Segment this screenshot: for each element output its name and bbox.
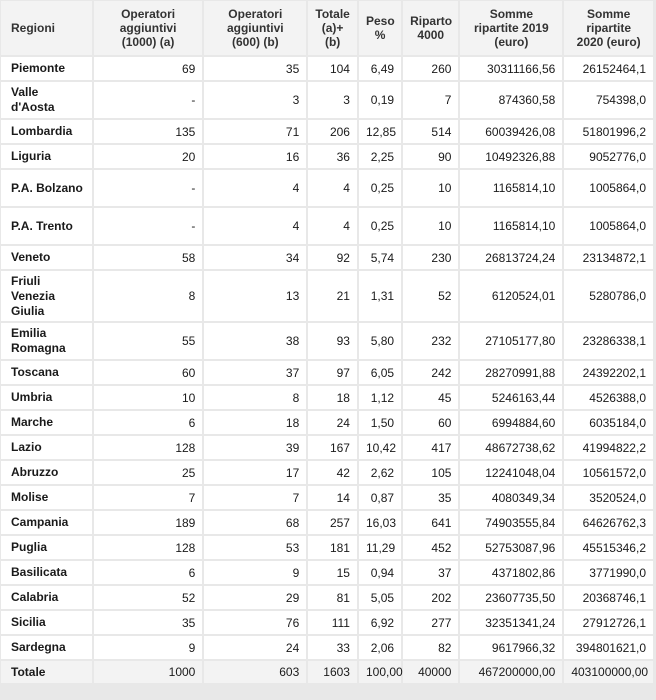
- totale-cell: 167: [308, 436, 357, 459]
- somme-2020-cell: 10561572,0: [564, 461, 653, 484]
- total-operatori-1000-cell: 1000: [94, 661, 203, 683]
- table-row: [1, 636, 653, 659]
- header-totale: Totale (a)+(b): [308, 1, 357, 55]
- header-riparto: Riparto 4000: [403, 1, 458, 55]
- somme-2020-cell: 1005864,0: [564, 170, 653, 206]
- header-peso: Peso %: [359, 1, 401, 55]
- somme-2020-cell: 45515346,2: [564, 536, 653, 559]
- operatori-600-cell: 34: [204, 246, 306, 269]
- total-riparto-cell: 40000: [403, 661, 458, 683]
- table-row: [1, 411, 653, 434]
- somme-2020-cell: 64626762,3: [564, 511, 653, 534]
- peso-cell: 10,42: [359, 436, 401, 459]
- total-totale-cell: 1603: [308, 661, 357, 683]
- table-row: [1, 586, 653, 609]
- peso-cell: 11,29: [359, 536, 401, 559]
- riparto-cell: 10: [403, 170, 458, 206]
- operatori-600-cell: 7: [204, 486, 306, 509]
- header-regioni: Regioni: [1, 1, 92, 55]
- somme-2019-cell: 60039426,08: [460, 120, 562, 143]
- peso-cell: 6,49: [359, 57, 401, 80]
- operatori-1000-cell: -: [94, 170, 203, 206]
- operatori-1000-cell: -: [94, 82, 203, 118]
- riparto-cell: 202: [403, 586, 458, 609]
- operatori-600-cell: 53: [204, 536, 306, 559]
- peso-cell: 12,85: [359, 120, 401, 143]
- total-somme-2019-cell: 467200000,00: [460, 661, 562, 683]
- operatori-600-cell: 18: [204, 411, 306, 434]
- table-row: [1, 323, 653, 359]
- somme-2020-cell: 6035184,0: [564, 411, 653, 434]
- peso-cell: 1,31: [359, 271, 401, 321]
- peso-cell: 5,05: [359, 586, 401, 609]
- riparto-cell: 260: [403, 57, 458, 80]
- totale-cell: 181: [308, 536, 357, 559]
- riparto-cell: 641: [403, 511, 458, 534]
- operatori-1000-cell: 6: [94, 561, 203, 584]
- operatori-600-cell: 24: [204, 636, 306, 659]
- totale-cell: 206: [308, 120, 357, 143]
- totale-cell: 4: [308, 208, 357, 244]
- operatori-600-cell: 37: [204, 361, 306, 384]
- operatori-600-cell: 39: [204, 436, 306, 459]
- somme-2020-cell: 26152464,1: [564, 57, 653, 80]
- totale-cell: 14: [308, 486, 357, 509]
- totale-cell: 93: [308, 323, 357, 359]
- region-cell: Lazio: [1, 436, 92, 459]
- header-operatori-1000: Operatori aggiuntivi (1000) (a): [94, 1, 203, 55]
- table-row: [1, 561, 653, 584]
- somme-2020-cell: 20368746,1: [564, 586, 653, 609]
- somme-2019-cell: 23607735,50: [460, 586, 562, 609]
- totale-cell: 81: [308, 586, 357, 609]
- table-row: [1, 271, 653, 321]
- table-header-row: [1, 1, 653, 55]
- totale-cell: 42: [308, 461, 357, 484]
- peso-cell: 6,05: [359, 361, 401, 384]
- riparto-cell: 514: [403, 120, 458, 143]
- operatori-1000-cell: 128: [94, 536, 203, 559]
- table-row: [1, 386, 653, 409]
- peso-cell: 0,19: [359, 82, 401, 118]
- total-region-cell: Totale: [1, 661, 92, 683]
- table-row: [1, 82, 653, 118]
- table-row: [1, 436, 653, 459]
- somme-2020-cell: 3771990,0: [564, 561, 653, 584]
- operatori-600-cell: 17: [204, 461, 306, 484]
- region-cell: Toscana: [1, 361, 92, 384]
- totale-cell: 36: [308, 145, 357, 168]
- operatori-1000-cell: 128: [94, 436, 203, 459]
- region-cell: Lombardia: [1, 120, 92, 143]
- table-row: [1, 611, 653, 634]
- operatori-600-cell: 29: [204, 586, 306, 609]
- operatori-1000-cell: 8: [94, 271, 203, 321]
- table-row: [1, 246, 653, 269]
- peso-cell: 5,80: [359, 323, 401, 359]
- region-cell: Piemonte: [1, 57, 92, 80]
- operatori-600-cell: 35: [204, 57, 306, 80]
- region-cell: P.A. Bolzano: [1, 170, 92, 206]
- riparto-cell: 232: [403, 323, 458, 359]
- somme-2019-cell: 4371802,86: [460, 561, 562, 584]
- operatori-1000-cell: 60: [94, 361, 203, 384]
- peso-cell: 0,25: [359, 208, 401, 244]
- somme-2019-cell: 30311166,56: [460, 57, 562, 80]
- operatori-1000-cell: 20: [94, 145, 203, 168]
- somme-2019-cell: 10492326,88: [460, 145, 562, 168]
- peso-cell: 0,25: [359, 170, 401, 206]
- totale-cell: 15: [308, 561, 357, 584]
- somme-2020-cell: 1005864,0: [564, 208, 653, 244]
- somme-2020-cell: 24392202,1: [564, 361, 653, 384]
- region-cell: Basilicata: [1, 561, 92, 584]
- operatori-1000-cell: -: [94, 208, 203, 244]
- region-cell: Umbria: [1, 386, 92, 409]
- header-somme-2020: Somme ripartite 2020 (euro): [564, 1, 653, 55]
- table-row: [1, 57, 653, 80]
- operatori-600-cell: 9: [204, 561, 306, 584]
- operatori-600-cell: 8: [204, 386, 306, 409]
- somme-2020-cell: 27912726,1: [564, 611, 653, 634]
- somme-2020-cell: 51801996,2: [564, 120, 653, 143]
- total-row: [1, 661, 653, 683]
- peso-cell: 6,92: [359, 611, 401, 634]
- operatori-1000-cell: 55: [94, 323, 203, 359]
- somme-2020-cell: 5280786,0: [564, 271, 653, 321]
- table-row: [1, 170, 653, 206]
- totale-cell: 4: [308, 170, 357, 206]
- riparto-cell: 105: [403, 461, 458, 484]
- table-row: [1, 208, 653, 244]
- table-row: [1, 511, 653, 534]
- riparto-cell: 37: [403, 561, 458, 584]
- header-somme-2019: Somme ripartite 2019 (euro): [460, 1, 562, 55]
- table-row: [1, 361, 653, 384]
- riparto-cell: 35: [403, 486, 458, 509]
- somme-2019-cell: 9617966,32: [460, 636, 562, 659]
- total-operatori-600-cell: 603: [204, 661, 306, 683]
- riparto-cell: 452: [403, 536, 458, 559]
- total-somme-2020-cell: 403100000,00: [564, 661, 653, 683]
- somme-2019-cell: 26813724,24: [460, 246, 562, 269]
- somme-2020-cell: 3520524,0: [564, 486, 653, 509]
- peso-cell: 0,94: [359, 561, 401, 584]
- somme-2020-cell: 394801621,0: [564, 636, 653, 659]
- totale-cell: 3: [308, 82, 357, 118]
- total-peso-cell: 100,00: [359, 661, 401, 683]
- region-cell: P.A. Trento: [1, 208, 92, 244]
- somme-2019-cell: 5246163,44: [460, 386, 562, 409]
- somme-2020-cell: 4526388,0: [564, 386, 653, 409]
- peso-cell: 1,50: [359, 411, 401, 434]
- riparto-cell: 230: [403, 246, 458, 269]
- riparto-cell: 242: [403, 361, 458, 384]
- peso-cell: 5,74: [359, 246, 401, 269]
- riparto-cell: 90: [403, 145, 458, 168]
- somme-2019-cell: 74903555,84: [460, 511, 562, 534]
- riparto-cell: 277: [403, 611, 458, 634]
- operatori-1000-cell: 10: [94, 386, 203, 409]
- riparto-cell: 52: [403, 271, 458, 321]
- somme-2020-cell: 754398,0: [564, 82, 653, 118]
- region-cell: Marche: [1, 411, 92, 434]
- region-cell: Calabria: [1, 586, 92, 609]
- somme-2019-cell: 4080349,34: [460, 486, 562, 509]
- region-cell: Valle d'Aosta: [1, 82, 92, 118]
- operatori-600-cell: 13: [204, 271, 306, 321]
- operatori-600-cell: 4: [204, 208, 306, 244]
- operatori-600-cell: 76: [204, 611, 306, 634]
- peso-cell: 1,12: [359, 386, 401, 409]
- operatori-1000-cell: 58: [94, 246, 203, 269]
- operatori-1000-cell: 35: [94, 611, 203, 634]
- region-cell: Liguria: [1, 145, 92, 168]
- totale-cell: 18: [308, 386, 357, 409]
- table-row: [1, 536, 653, 559]
- somme-2019-cell: 48672738,62: [460, 436, 562, 459]
- table-row: [1, 461, 653, 484]
- region-cell: Sardegna: [1, 636, 92, 659]
- totale-cell: 92: [308, 246, 357, 269]
- operatori-600-cell: 3: [204, 82, 306, 118]
- region-cell: Molise: [1, 486, 92, 509]
- somme-2019-cell: 12241048,04: [460, 461, 562, 484]
- totale-cell: 33: [308, 636, 357, 659]
- somme-2019-cell: 52753087,96: [460, 536, 562, 559]
- peso-cell: 0,87: [359, 486, 401, 509]
- somme-2019-cell: 6120524,01: [460, 271, 562, 321]
- totale-cell: 104: [308, 57, 357, 80]
- region-cell: Campania: [1, 511, 92, 534]
- operatori-600-cell: 4: [204, 170, 306, 206]
- operatori-1000-cell: 9: [94, 636, 203, 659]
- riparto-cell: 82: [403, 636, 458, 659]
- operatori-1000-cell: 25: [94, 461, 203, 484]
- somme-2019-cell: 28270991,88: [460, 361, 562, 384]
- operatori-600-cell: 68: [204, 511, 306, 534]
- totale-cell: 111: [308, 611, 357, 634]
- region-cell: Puglia: [1, 536, 92, 559]
- somme-2020-cell: 41994822,2: [564, 436, 653, 459]
- region-cell: Abruzzo: [1, 461, 92, 484]
- operatori-600-cell: 16: [204, 145, 306, 168]
- table-row: [1, 486, 653, 509]
- peso-cell: 2,06: [359, 636, 401, 659]
- region-cell: Veneto: [1, 246, 92, 269]
- totale-cell: 97: [308, 361, 357, 384]
- somme-2019-cell: 874360,58: [460, 82, 562, 118]
- somme-2020-cell: 9052776,0: [564, 145, 653, 168]
- somme-2019-cell: 27105177,80: [460, 323, 562, 359]
- region-cell: Friuli Venezia Giulia: [1, 271, 92, 321]
- operatori-1000-cell: 52: [94, 586, 203, 609]
- totale-cell: 24: [308, 411, 357, 434]
- region-cell: Emilia Romagna: [1, 323, 92, 359]
- peso-cell: 2,25: [359, 145, 401, 168]
- operatori-1000-cell: 135: [94, 120, 203, 143]
- peso-cell: 16,03: [359, 511, 401, 534]
- somme-2020-cell: 23286338,1: [564, 323, 653, 359]
- operatori-1000-cell: 6: [94, 411, 203, 434]
- peso-cell: 2,62: [359, 461, 401, 484]
- somme-2019-cell: 1165814,10: [460, 208, 562, 244]
- operatori-1000-cell: 69: [94, 57, 203, 80]
- operatori-1000-cell: 7: [94, 486, 203, 509]
- somme-2020-cell: 23134872,1: [564, 246, 653, 269]
- region-cell: Sicilia: [1, 611, 92, 634]
- riparto-cell: 10: [403, 208, 458, 244]
- riparto-cell: 417: [403, 436, 458, 459]
- somme-2019-cell: 6994884,60: [460, 411, 562, 434]
- operatori-600-cell: 38: [204, 323, 306, 359]
- operatori-600-cell: 71: [204, 120, 306, 143]
- riparto-cell: 45: [403, 386, 458, 409]
- table-row: [1, 145, 653, 168]
- table-row: [1, 120, 653, 143]
- somme-2019-cell: 32351341,24: [460, 611, 562, 634]
- totale-cell: 21: [308, 271, 357, 321]
- header-operatori-600: Operatori aggiuntivi (600) (b): [204, 1, 306, 55]
- riparto-cell: 60: [403, 411, 458, 434]
- riparto-cell: 7: [403, 82, 458, 118]
- operatori-1000-cell: 189: [94, 511, 203, 534]
- totale-cell: 257: [308, 511, 357, 534]
- somme-2019-cell: 1165814,10: [460, 170, 562, 206]
